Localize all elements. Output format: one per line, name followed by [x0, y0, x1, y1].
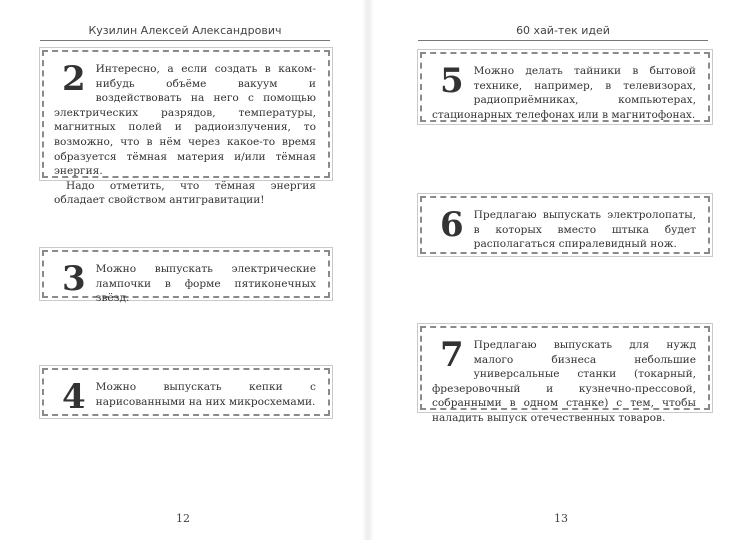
page-number: 12 — [176, 512, 190, 525]
idea-text — [432, 335, 696, 426]
page-number: 13 — [554, 512, 568, 525]
idea-text — [54, 380, 316, 409]
idea-box-3 — [42, 250, 330, 305]
header-rule — [40, 40, 330, 41]
right-page — [368, 0, 736, 540]
idea-box-4 — [42, 368, 330, 416]
header-rule — [418, 40, 708, 41]
idea-text — [432, 61, 696, 122]
idea-paragraph: Предлагаю выпускать электролопаты, в которых вместо штыка будет располагаться спиралевидный нож. — [473, 209, 696, 251]
idea-text — [432, 205, 696, 252]
idea-paragraph: Можно выпускать электрические лампочки в форме пятиконечных звёзд. — [95, 263, 316, 305]
idea-number: 4 — [62, 377, 86, 417]
idea-number: 7 — [440, 335, 464, 375]
idea-paragraph: Можно выпускать кепки с нарисованными на них микросхемами. — [95, 381, 316, 408]
idea-number: 3 — [62, 259, 86, 299]
idea-text — [54, 59, 316, 208]
idea-text — [54, 259, 316, 306]
idea-paragraph: Предлагаю выпускать для нужд малого бизнеса небольшие универсальные станки (токарный, фрезеровочный и кузнечно-прессовой, собранными в одном станке) с тем, чтобы наладить выпуск отечественных товаров. — [432, 339, 696, 424]
running-header-title: 60 хай-тек идей — [516, 24, 610, 37]
idea-paragraph: Надо отметить, что тёмная энергия обладает свойством антигравитации! — [54, 179, 316, 207]
idea-box-7 — [420, 326, 710, 424]
running-header-author: Кузилин Алексей Александрович — [88, 24, 282, 37]
idea-box-5 — [420, 52, 710, 122]
idea-number: 5 — [440, 61, 464, 101]
idea-box-6 — [420, 196, 710, 254]
idea-paragraph: Интересно, а если создать в каком-нибудь объёме вакуум и воздействовать на него с помощью электрических разрядов, температуры, магнитных полей и радиоизлучения, то возможно, что в нём через какое-то время образуется тёмная материя и/или тёмная энергия. — [54, 63, 316, 178]
idea-paragraph: Можно делать тайники в бытовой технике, например, в телевизорах, радиоприёмниках, компьютерах, стационарных телефонах или в магнитофонах. — [432, 65, 696, 121]
idea-number: 6 — [440, 205, 464, 245]
idea-number: 2 — [62, 59, 86, 99]
idea-box-2 — [42, 50, 330, 207]
